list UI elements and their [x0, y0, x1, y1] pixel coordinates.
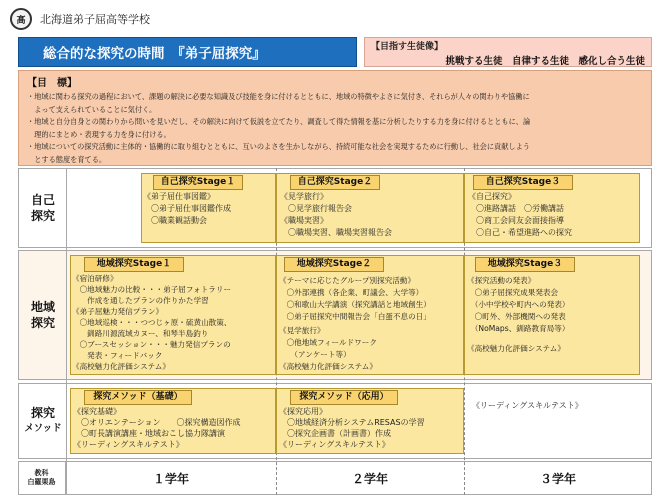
list-item: 〇町外、外部機関への発表 [467, 312, 566, 321]
list-item: 〇探究企画書（計画書）作成 [279, 429, 391, 438]
aim-box [364, 37, 652, 67]
year-label-2: ２学年 [351, 471, 388, 486]
list-item: 《見学旅行》 [280, 192, 328, 201]
list-item: 〇商工会同友会面接指導 [468, 216, 564, 225]
list-item: 〇自己・希望進路への探究 [468, 228, 572, 237]
self-stage-2-tab: 自己探究Stage２ [290, 175, 380, 190]
list-item: 〇ブースセッション・・・魅力発信プランの [72, 340, 231, 349]
list-item: 《高校魅力化評価システム》 [72, 362, 170, 371]
goal-line: ・地域についての探究活動に主体的・協働的に取り組むとともに、互いのよさを生かしながら、持続可能な社会を実現するために行動し、社会に貢献しよう [27, 142, 530, 151]
row-label-method: 探究 メソッド [24, 406, 62, 434]
list-item: 《宿泊研修》 [72, 274, 118, 283]
region-stage-1-tab: 地域探究Stage１ [84, 257, 184, 272]
list-item: （小中学校や町内への発表） [467, 300, 570, 309]
list-item: 〇進路講話 〇労働講話 [468, 204, 564, 213]
row-label-region: 地域 探究 [30, 300, 55, 330]
method-stage-advanced-tab: 探究メソッド（応用） [290, 390, 398, 405]
list-item: 《探究基礎》 [73, 407, 121, 416]
goal-line: よって支えられていることに気付く。 [27, 104, 157, 114]
year-label-3: ３学年 [539, 471, 576, 486]
list-item: 《高校魅力化評価システム》 [279, 362, 377, 371]
list-item: 《弟子屈仕事図鑑》 [143, 192, 215, 201]
column-divider [66, 168, 67, 495]
list-item: 《見学旅行》 [279, 326, 325, 335]
list-item: 〇職業観話動会 [143, 216, 207, 225]
region-stage-2-tab: 地域探究Stage２ [284, 257, 384, 272]
list-item: 釧路川源流域カヌー、和琴半島釣り [72, 329, 209, 338]
list-item: （アンケート等） [279, 350, 351, 359]
page-title: 総合的な探究の時間 『弟子屈探究』 [18, 37, 357, 67]
goal-line: ・地域に関わる探究の過程において、課題の解決に必要な知識及び技能を身に付けるとともに、地域の特徴やよさに気付き、それらが人々の関わりや協働に [27, 92, 530, 101]
school-name: 北海道弟子屈高等学校 [40, 13, 150, 26]
list-item: 〇他地域フィールドワーク [279, 338, 377, 347]
list-item: 《リーディングスキルテスト》 [73, 440, 184, 449]
list-item: 〇職場実習、職場実習報告会 [280, 228, 392, 237]
list-item: 《テーマに応じたグループ別探究活動》 [279, 276, 416, 285]
list-item: （NoMaps、釧路教育局等） [467, 324, 570, 333]
goal-line: とする態度を育てる。 [27, 154, 107, 164]
school-header [10, 5, 150, 33]
list-item: 〇地域経済分析システムRESASの学習 [279, 418, 425, 427]
year-label-1: １学年 [152, 471, 189, 486]
goal-title: 【目 標】 [27, 78, 77, 89]
list-item: 《職場実習》 [280, 216, 328, 225]
list-item: 《弟子屈魅力発信プラン》 [72, 307, 164, 316]
list-item: 〇町長講演講座・地域おこし協力隊講演 [73, 429, 225, 438]
list-item: 〇弟子屈探究中間報告会「白蛋不息の日」 [279, 312, 431, 321]
list-item: 〇オリエンテーション 〇探究構造図作成 [73, 418, 241, 427]
region-stage-3-tab: 地域探究Stage３ [475, 257, 575, 272]
goal-line: ・地域と自分自身との関わりから問いを見いだし、その解決に向けて仮説を立てたり、調査して得た情報を基に分析したりする力を身に付けるとともに、論 [27, 117, 531, 126]
list-item: 発表・フィードバック [72, 351, 163, 360]
aim-body: 挑戦する生徒 自律する生徒 感化し合う生徒 [445, 56, 645, 67]
self-stage-1-tab: 自己探究Stage１ [153, 175, 243, 190]
list-item: 〇和歌山大学講演（探究講話と地域創生） [279, 300, 431, 309]
list-item: 《探究応用》 [279, 407, 327, 416]
list-item: 《高校魅力化評価システム》 [467, 344, 565, 353]
list-item: 《リーディングスキルテスト》 [279, 440, 390, 449]
list-item: 〇地域魅力の比較・・・弟子屈フォトラリー [72, 285, 232, 294]
list-item: 《リーディングスキルテスト》 [472, 401, 583, 410]
list-item: 《探究活動の発表》 [467, 276, 536, 285]
method-stage-basic-tab: 探究メソッド（基礎） [84, 390, 192, 405]
goal-line: 理的にまとめ・表現する力を身に付ける。 [27, 129, 171, 139]
goal-box [18, 70, 652, 166]
stamp: 教科 白羅栗島 [18, 461, 66, 495]
list-item: 〇見学旅行報告会 [280, 204, 352, 213]
list-item: 作成を通したプランの作りかた学習 [72, 296, 209, 305]
list-item: 〇弟子屈仕事図鑑作成 [143, 204, 231, 213]
list-item: 《自己探究》 [468, 192, 516, 201]
row-label-self: 自己 探究 [30, 193, 55, 223]
list-item: 〇弟子屈探究成果発表会 [467, 288, 559, 297]
list-item: 〇地域巡検・・・つつじヶ原・硫黄山散策、 [72, 318, 232, 327]
aim-title: 【目指す生徒像】 [371, 42, 444, 52]
school-crest-icon: 高 [10, 8, 32, 30]
list-item: 〇外部連携（各企業、町議会、大学等） [279, 288, 424, 297]
self-stage-3-tab: 自己探究Stage３ [473, 175, 573, 190]
